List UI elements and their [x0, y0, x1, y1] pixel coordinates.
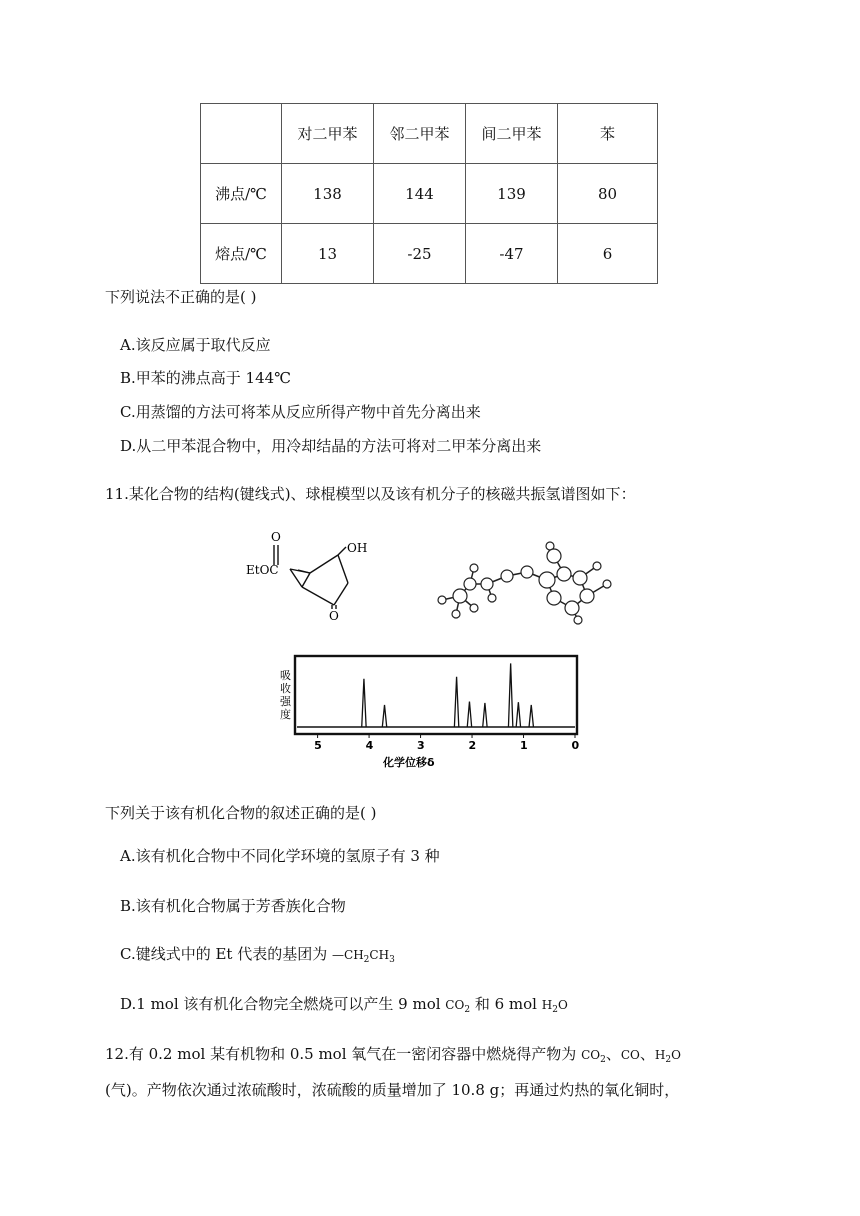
xaxis-tick-label: 0	[571, 739, 580, 752]
q11-option-d-text: D.1 mol 该有机化合物完全燃烧可以产生 9 mol	[120, 995, 446, 1013]
q11-stem: 11.某化合物的结构(键线式)、球棍模型以及该有机分子的核磁共振氢谱图如下：	[105, 485, 636, 503]
q10-prompt: 下列说法不正确的是( )	[105, 288, 257, 306]
xaxis-tick-label: 2	[468, 739, 477, 752]
q12-sub: 2	[665, 1055, 672, 1065]
q11-option-b[interactable]: B.该有机化合物属于芳香族化合物	[120, 897, 346, 915]
ylabel-char: 吸	[280, 669, 291, 682]
ylabel-char: 强	[280, 695, 291, 708]
table-row	[201, 164, 658, 224]
q11-option-c-sub: 3	[389, 955, 395, 965]
q11-option-d[interactable]	[120, 994, 568, 1015]
table-cell: -47	[466, 224, 558, 284]
q11-option-a[interactable]: A.该有机化合物中不同化学环境的氢原子有 3 种	[120, 847, 440, 865]
q12-h: H	[654, 1048, 666, 1062]
q10-option-d[interactable]: D.从二甲苯混合物中，用冷却结晶的方法可将对二甲苯分离出来	[120, 437, 542, 455]
q10-option-a[interactable]: A.该反应属于取代反应	[120, 336, 271, 354]
q12-line2: (气)。产物依次通过浓硫酸时，浓硫酸的质量增加了 10.8 g；再通过灼热的氧化铜时，	[105, 1081, 680, 1099]
q11-option-c-ch: CH	[369, 948, 390, 962]
q11-option-c-sub: 2	[363, 955, 370, 965]
table-cell: 6	[558, 224, 658, 284]
xaxis-tick-label: 4	[365, 739, 374, 752]
q10-option-b[interactable]: B.甲苯的沸点高于 144℃	[120, 369, 291, 387]
table-header-cell: 邻二甲苯	[374, 104, 466, 164]
table-row	[201, 224, 658, 284]
q11-prompt: 下列关于该有机化合物的叙述正确的是( )	[105, 804, 377, 822]
q11-option-d-sub: 2	[464, 1005, 471, 1015]
ester-label: EtOC	[246, 563, 279, 577]
nmr-spectrum-chart	[278, 652, 584, 772]
q12-line1-text: 12.有 0.2 mol 某有机物和 0.5 mol 氧气在一密闭容器中燃烧得产物为	[105, 1045, 582, 1063]
q11-option-c-dash: —CH	[332, 948, 364, 962]
xaxis-tick-label: 3	[417, 739, 425, 752]
ylabel-char: 度	[280, 708, 291, 721]
table-cell: 13	[282, 224, 374, 284]
q12-o: O	[671, 1048, 681, 1062]
table-cell: 138	[282, 164, 374, 224]
ylabel-char: 收	[280, 682, 291, 695]
q10-option-c[interactable]: C.用蒸馏的方法可将苯从反应所得产物中首先分离出来	[120, 403, 481, 421]
table-cell: 139	[466, 164, 558, 224]
q11-option-d-sub: 2	[552, 1005, 558, 1015]
hydroxyl-label: OH	[347, 541, 368, 555]
spectrum-frame	[295, 656, 577, 734]
q11-option-d-o: O	[557, 998, 568, 1012]
xaxis-tick-label: 1	[520, 739, 528, 752]
table-row-label: 熔点/℃	[201, 224, 282, 284]
q11-option-d-co: CO	[445, 998, 465, 1012]
xaxis-tick-label: 5	[314, 739, 322, 752]
table-cell: -25	[374, 224, 466, 284]
ball-and-stick-model	[432, 538, 617, 628]
table-header-cell: 苯	[558, 104, 658, 164]
xaxis-label: 化学位移δ	[383, 756, 435, 769]
q11-option-c-text: C.键线式中的 Et 代表的基团为	[120, 945, 328, 963]
xylene-properties-table	[200, 103, 658, 284]
q11-option-d-mid: 和 6 mol	[470, 995, 542, 1013]
q12-sub: 2	[600, 1055, 606, 1065]
carbonyl-o-bottom: O	[329, 609, 339, 623]
table-header-cell: 对二甲苯	[282, 104, 374, 164]
table-row-label: 沸点/℃	[201, 164, 282, 224]
carbonyl-o-top: O	[271, 530, 281, 544]
table-cell: 144	[374, 164, 466, 224]
skeletal-structure-figure	[240, 525, 390, 625]
table-cell: 80	[558, 164, 658, 224]
q12-sep: 、	[639, 1045, 655, 1063]
table-header-cell: 间二甲苯	[466, 104, 558, 164]
q12-sep: 、	[605, 1045, 621, 1063]
table-header-cell	[201, 104, 282, 164]
table-header-row	[201, 104, 658, 164]
q12-line1	[105, 1044, 681, 1065]
q12-co: CO	[620, 1048, 640, 1062]
q11-option-c[interactable]	[120, 944, 395, 965]
q12-co2: CO	[581, 1048, 601, 1062]
q11-option-d-h: H	[541, 998, 553, 1012]
